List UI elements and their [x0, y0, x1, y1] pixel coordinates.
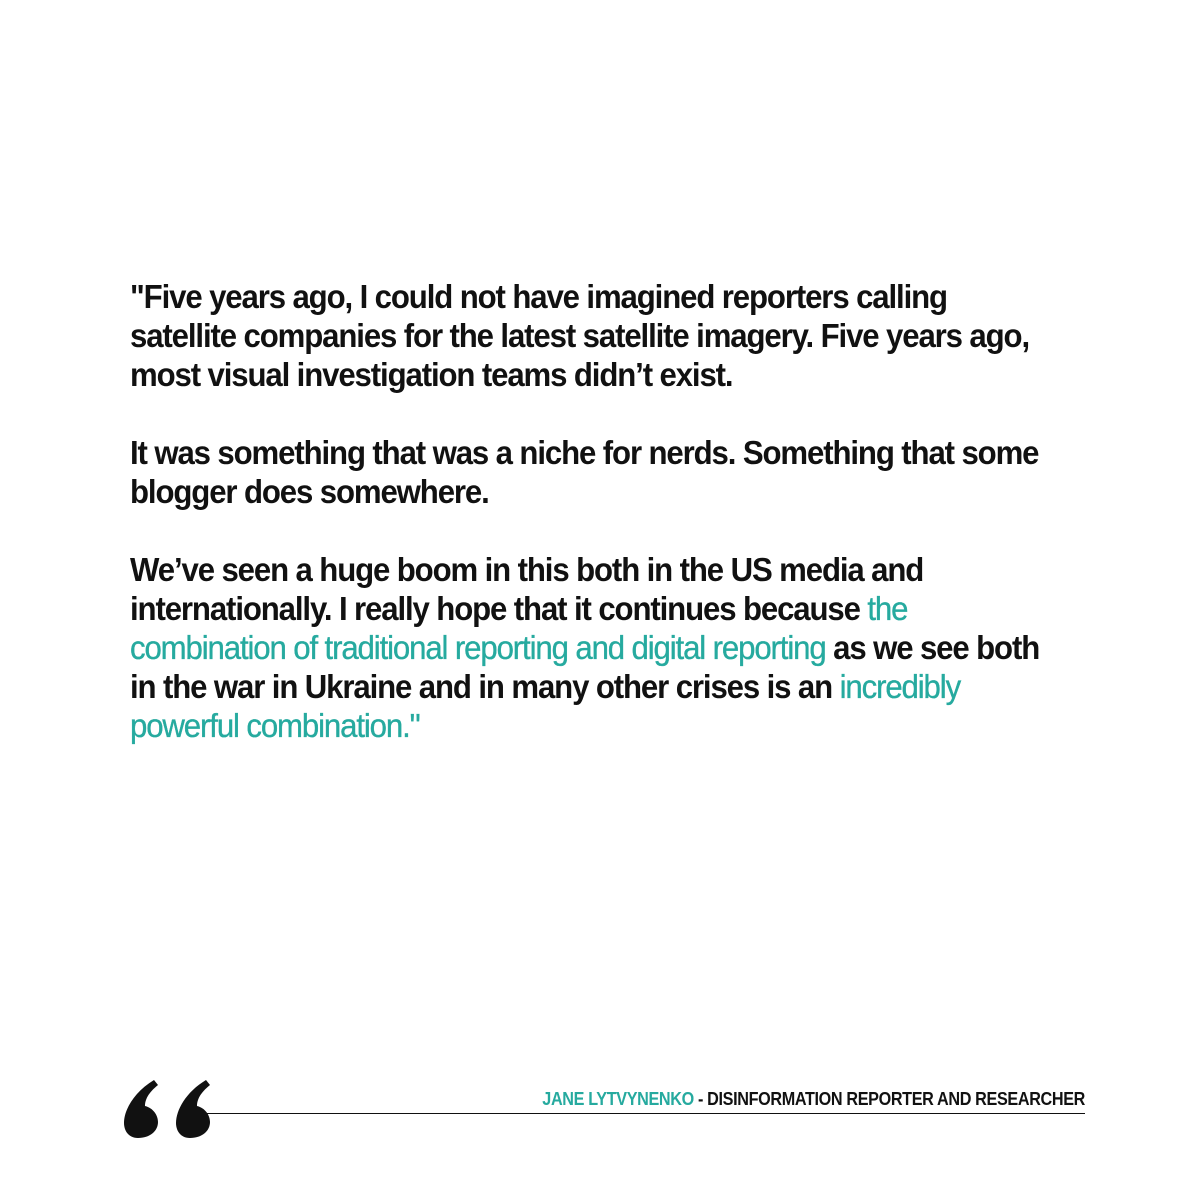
- quote-paragraph-1-text: "Five years ago, I could not have imagined reporters calling satellite companies for the latest satellite imagery. Five years ago, most visual investigation teams didn’t exist.: [130, 279, 1030, 394]
- quote-paragraph-3-text-2: as we see both in the war in Ukraine and in many other crises is an: [130, 630, 1040, 706]
- quote-paragraph-3-text-1: We’ve seen a huge boom in this both in the US media and internationally. I really hope that it continues because: [130, 552, 924, 628]
- quote-paragraph-1: [130, 278, 1060, 395]
- quote-paragraph-2: [130, 434, 1060, 512]
- quote-highlight-1: the combination of traditional reporting and digital reporting: [130, 591, 908, 667]
- attribution: [542, 1089, 1085, 1110]
- quote-paragraph-3: [130, 551, 1060, 746]
- quote-body: [130, 278, 1060, 746]
- quote-highlight-2: incredibly powerful combination.": [130, 669, 961, 745]
- author-name: JANE LYTVYNENKO: [542, 1089, 694, 1109]
- quote-paragraph-2-text: It was something that was a niche for nerds. Something that some blogger does somewhere.: [130, 435, 1039, 511]
- author-role: - DISINFORMATION REPORTER AND RESEARCHER: [693, 1089, 1085, 1109]
- double-quote-icon: [120, 1078, 220, 1140]
- divider-line: [205, 1113, 1085, 1114]
